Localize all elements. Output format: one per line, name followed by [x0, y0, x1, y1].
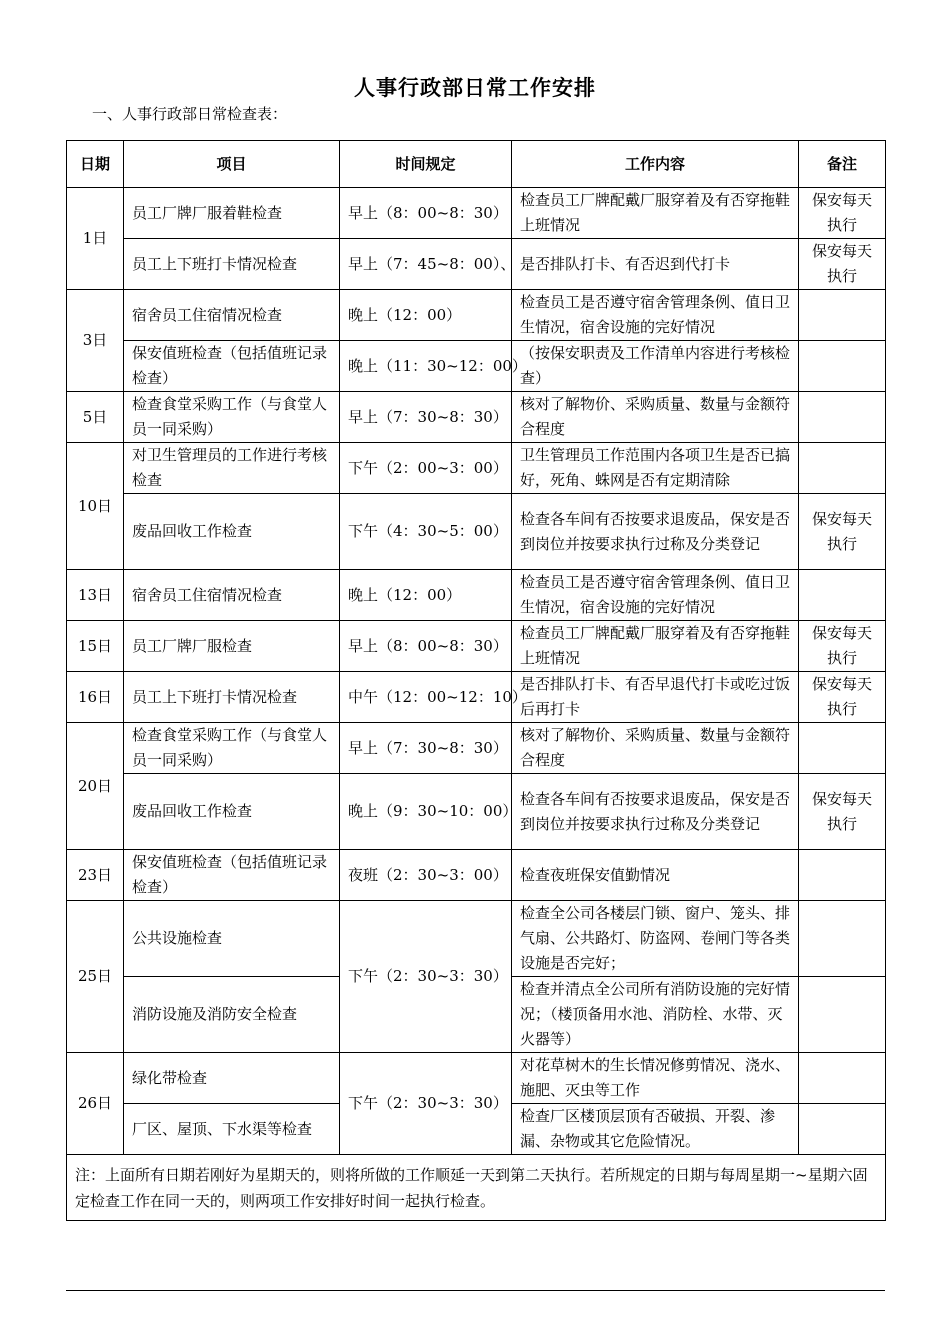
item-cell: 员工上下班打卡情况检查 — [124, 239, 340, 290]
date-cell: 23日 — [67, 850, 124, 901]
note-cell — [799, 341, 886, 392]
header-content: 工作内容 — [512, 141, 799, 188]
table-row — [67, 341, 886, 392]
note-cell: 保安每天执行 — [799, 239, 886, 290]
content-cell: 是否排队打卡、有否迟到代打卡 — [512, 239, 799, 290]
item-cell: 宿舍员工住宿情况检查 — [124, 570, 340, 621]
header-item: 项目 — [124, 141, 340, 188]
note-cell: 保安每天执行 — [799, 672, 886, 723]
table-row — [67, 188, 886, 239]
time-cell: 下午（2：30~3：30） — [340, 1053, 512, 1155]
table-row — [67, 494, 886, 570]
date-cell: 3日 — [67, 290, 124, 392]
content-cell: 检查并清点全公司所有消防设施的完好情况；（楼顶备用水池、消防栓、水带、灭火器等） — [512, 977, 799, 1053]
date-cell: 16日 — [67, 672, 124, 723]
table-row — [67, 1053, 886, 1104]
content-cell: 核对了解物价、采购质量、数量与金额符合程度 — [512, 392, 799, 443]
content-cell: 检查各车间有否按要求退废品，保安是否到岗位并按要求执行过称及分类登记 — [512, 494, 799, 570]
table-header-row — [67, 141, 886, 188]
item-cell: 员工上下班打卡情况检查 — [124, 672, 340, 723]
time-cell: 下午（2：00~3：00） — [340, 443, 512, 494]
note-cell — [799, 1053, 886, 1104]
note-cell — [799, 723, 886, 774]
table-row — [67, 621, 886, 672]
note-cell: 保安每天执行 — [799, 621, 886, 672]
item-cell: 保安值班检查（包括值班记录检查） — [124, 341, 340, 392]
time-cell: 夜班（2：30~3：00） — [340, 850, 512, 901]
content-cell: 检查员工是否遵守宿舍管理条例、值日卫生情况，宿舍设施的完好情况 — [512, 290, 799, 341]
item-cell: 检查食堂采购工作（与食堂人员一同采购） — [124, 392, 340, 443]
note-cell: 保安每天执行 — [799, 494, 886, 570]
section-heading: 一、人事行政部日常检查表： — [92, 105, 288, 123]
content-cell: 检查厂区楼顶层顶有否破损、开裂、渗漏、杂物或其它危险情况。 — [512, 1104, 799, 1155]
content-cell: 对花草树木的生长情况修剪情况、浇水、施肥、灭虫等工作 — [512, 1053, 799, 1104]
footnote-text: 注：上面所有日期若刚好为星期天的，则将所做的工作顺延一天到第二天执行。若所规定的日期与每周星期一~星期六固定检查工作在同一天的，则两项工作安排好时间一起执行检查。 — [67, 1155, 886, 1221]
item-cell: 对卫生管理员的工作进行考核检查 — [124, 443, 340, 494]
item-cell: 废品回收工作检查 — [124, 774, 340, 850]
content-cell: 检查员工厂牌配戴厂服穿着及有否穿拖鞋上班情况 — [512, 621, 799, 672]
footer-divider — [66, 1290, 885, 1291]
table-row — [67, 723, 886, 774]
table-row — [67, 443, 886, 494]
content-cell: 检查员工是否遵守宿舍管理条例、值日卫生情况，宿舍设施的完好情况 — [512, 570, 799, 621]
table-row — [67, 672, 886, 723]
time-cell: 晚上（11：30~12：00） — [340, 341, 512, 392]
item-cell: 废品回收工作检查 — [124, 494, 340, 570]
header-note: 备注 — [799, 141, 886, 188]
item-cell: 绿化带检查 — [124, 1053, 340, 1104]
note-cell — [799, 1104, 886, 1155]
content-cell: 检查全公司各楼层门锁、窗户、笼头、排气扇、公共路灯、防盗网、卷闸门等各类设施是否完好； — [512, 901, 799, 977]
table-row — [67, 901, 886, 977]
header-time: 时间规定 — [340, 141, 512, 188]
content-cell: 核对了解物价、采购质量、数量与金额符合程度 — [512, 723, 799, 774]
time-cell: 中午（12：00~12：10） — [340, 672, 512, 723]
item-cell: 员工厂牌厂服检查 — [124, 621, 340, 672]
table-row — [67, 570, 886, 621]
date-cell: 20日 — [67, 723, 124, 850]
content-cell: 检查各车间有否按要求退废品，保安是否到岗位并按要求执行过称及分类登记 — [512, 774, 799, 850]
note-cell: 保安每天执行 — [799, 188, 886, 239]
time-cell: 早上（7：45~8：00）、 — [340, 239, 512, 290]
date-cell: 13日 — [67, 570, 124, 621]
item-cell: 保安值班检查（包括值班记录检查） — [124, 850, 340, 901]
date-cell: 10日 — [67, 443, 124, 570]
table-row — [67, 850, 886, 901]
footnote-row — [67, 1155, 886, 1221]
item-cell: 厂区、屋顶、下水渠等检查 — [124, 1104, 340, 1155]
time-cell: 晚上（12：00） — [340, 290, 512, 341]
note-cell — [799, 901, 886, 977]
note-cell: 保安每天执行 — [799, 774, 886, 850]
content-cell: 检查员工厂牌配戴厂服穿着及有否穿拖鞋上班情况 — [512, 188, 799, 239]
inspection-schedule-table — [66, 140, 886, 1221]
table-row — [67, 239, 886, 290]
page-title: 人事行政部日常工作安排 — [354, 76, 596, 100]
item-cell: 公共设施检查 — [124, 901, 340, 977]
content-cell: 卫生管理员工作范围内各项卫生是否已搞好，死角、蛛网是否有定期清除 — [512, 443, 799, 494]
note-cell — [799, 290, 886, 341]
time-cell: 早上（7：30~8：30） — [340, 392, 512, 443]
content-cell: （按保安职责及工作清单内容进行考核检查） — [512, 341, 799, 392]
item-cell: 员工厂牌厂服着鞋检查 — [124, 188, 340, 239]
table-row — [67, 392, 886, 443]
date-cell: 25日 — [67, 901, 124, 1053]
note-cell — [799, 850, 886, 901]
time-cell: 下午（2：30~3：30） — [340, 901, 512, 1053]
time-cell: 早上（8：00~8：30） — [340, 188, 512, 239]
note-cell — [799, 392, 886, 443]
header-date: 日期 — [67, 141, 124, 188]
content-cell: 是否排队打卡、有否早退代打卡或吃过饭后再打卡 — [512, 672, 799, 723]
time-cell: 晚上（12：00） — [340, 570, 512, 621]
time-cell: 晚上（9：30~10：00） — [340, 774, 512, 850]
item-cell: 检查食堂采购工作（与食堂人员一同采购） — [124, 723, 340, 774]
note-cell — [799, 977, 886, 1053]
table-row — [67, 774, 886, 850]
date-cell: 1日 — [67, 188, 124, 290]
table-row — [67, 290, 886, 341]
time-cell: 下午（4：30~5：00） — [340, 494, 512, 570]
date-cell: 15日 — [67, 621, 124, 672]
note-cell — [799, 443, 886, 494]
item-cell: 宿舍员工住宿情况检查 — [124, 290, 340, 341]
date-cell: 5日 — [67, 392, 124, 443]
note-cell — [799, 570, 886, 621]
time-cell: 早上（7：30~8：30） — [340, 723, 512, 774]
time-cell: 早上（8：00~8：30） — [340, 621, 512, 672]
item-cell: 消防设施及消防安全检查 — [124, 977, 340, 1053]
content-cell: 检查夜班保安值勤情况 — [512, 850, 799, 901]
date-cell: 26日 — [67, 1053, 124, 1155]
